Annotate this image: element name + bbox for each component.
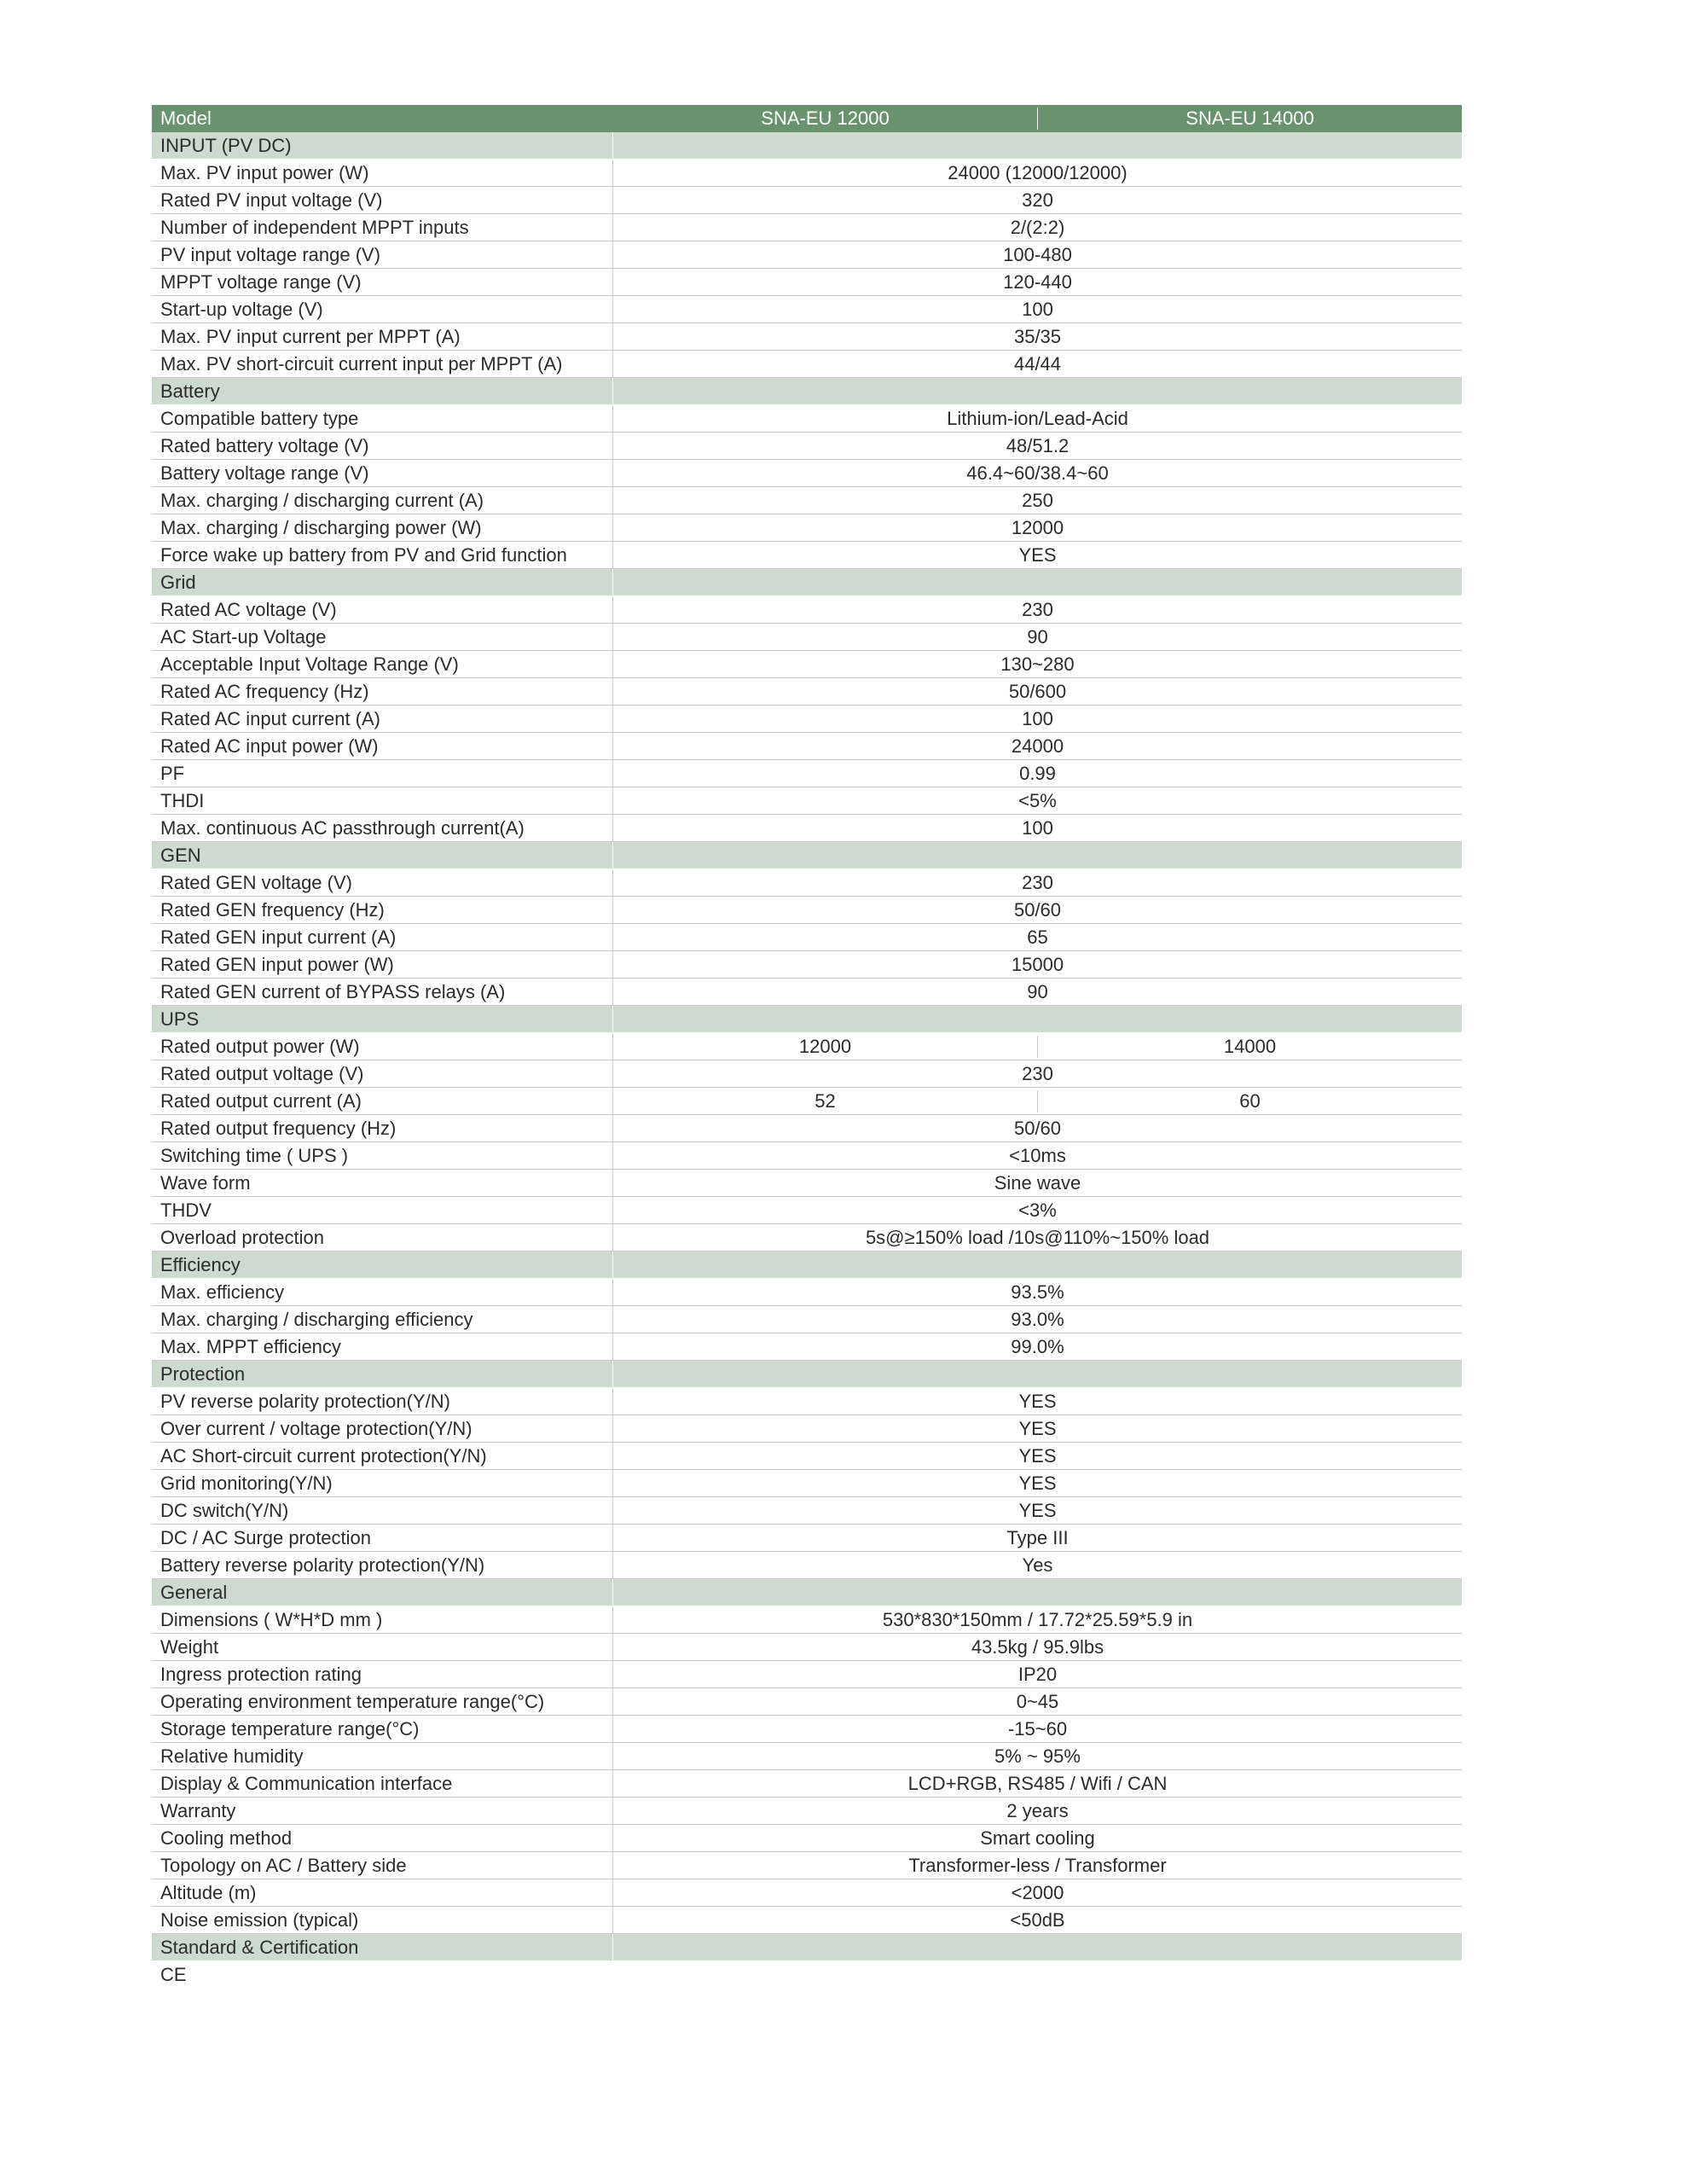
spec-row — [152, 1606, 1462, 1634]
spec-label: Rated output voltage (V) — [152, 1060, 613, 1087]
spec-label: Compatible battery type — [152, 405, 613, 432]
spec-value: 250 — [1022, 489, 1053, 511]
spec-value: 24000 — [1011, 735, 1064, 757]
model-header-label: Model — [160, 107, 212, 129]
spec-value: 120-440 — [1003, 270, 1072, 293]
spec-row — [152, 160, 1462, 187]
spec-row — [152, 1060, 1462, 1088]
spec-value-12000: 12000 — [613, 1036, 1038, 1058]
spec-label: Rated battery voltage (V) — [152, 433, 613, 459]
model-name-12000: SNA-EU 12000 — [613, 107, 1038, 130]
section-title: UPS — [152, 1006, 613, 1032]
spec-row — [152, 1716, 1462, 1743]
spec-value: 12000 — [1011, 516, 1064, 538]
spec-row — [152, 514, 1462, 542]
section-header-row — [152, 1361, 1462, 1388]
spec-value: 46.4~60/38.4~60 — [966, 462, 1109, 484]
spec-row — [152, 405, 1462, 433]
spec-label: Battery voltage range (V) — [152, 460, 613, 486]
spec-label: Rated AC frequency (Hz) — [152, 678, 613, 705]
spec-value: 93.5% — [1011, 1281, 1064, 1303]
spec-value: 230 — [1022, 1062, 1053, 1084]
spec-row — [152, 351, 1462, 378]
spec-label: PV input voltage range (V) — [152, 241, 613, 268]
spec-value: Smart cooling — [980, 1827, 1095, 1849]
spec-label: THDI — [152, 787, 613, 814]
spec-value: 5s@≥150% load /10s@110%~150% load — [865, 1226, 1210, 1248]
section-spacer — [613, 1361, 1462, 1387]
section-spacer — [613, 1252, 1462, 1278]
spec-table — [152, 105, 1462, 1989]
spec-value: LCD+RGB, RS485 / Wifi / CAN — [907, 1772, 1168, 1794]
section-title: Battery — [152, 378, 613, 404]
spec-value-12000: 52 — [613, 1090, 1038, 1112]
section-spacer — [613, 378, 1462, 404]
spec-value: <10ms — [1009, 1144, 1066, 1166]
spec-label: Ingress protection rating — [152, 1661, 613, 1687]
spec-row — [152, 214, 1462, 241]
spec-row — [152, 1688, 1462, 1716]
spec-label: DC switch(Y/N) — [152, 1497, 613, 1524]
spec-row — [152, 951, 1462, 979]
spec-value: <5% — [1018, 789, 1057, 811]
spec-value: 130~280 — [1000, 653, 1075, 675]
spec-row — [152, 1661, 1462, 1688]
spec-label: Rated GEN current of BYPASS relays (A) — [152, 979, 613, 1005]
spec-label: Grid monitoring(Y/N) — [152, 1470, 613, 1496]
spec-label: Rated GEN input current (A) — [152, 924, 613, 950]
section-spacer — [613, 1006, 1462, 1032]
spec-row — [152, 1388, 1462, 1415]
spec-value: Yes — [1022, 1554, 1053, 1576]
spec-value: 90 — [1027, 625, 1048, 648]
spec-row — [152, 269, 1462, 296]
section-header-row — [152, 132, 1462, 160]
spec-value: 2 years — [1006, 1799, 1069, 1821]
spec-value: 48/51.2 — [1006, 434, 1070, 456]
spec-row — [152, 678, 1462, 706]
spec-row — [152, 1470, 1462, 1497]
spec-value: 99.0% — [1011, 1335, 1064, 1357]
spec-label: Wave form — [152, 1170, 613, 1196]
spec-row — [152, 1770, 1462, 1798]
spec-value: 44/44 — [1013, 352, 1062, 375]
spec-split-values — [613, 1088, 1462, 1114]
spec-value: 230 — [1022, 871, 1053, 893]
spec-label: Storage temperature range(°C) — [152, 1716, 613, 1742]
spec-value: Sine wave — [994, 1171, 1081, 1194]
spec-label: Max. PV input power (W) — [152, 160, 613, 186]
spec-label: Warranty — [152, 1798, 613, 1824]
spec-row — [152, 1634, 1462, 1661]
spec-label: Operating environment temperature range(°C) — [152, 1688, 613, 1715]
spec-label: Weight — [152, 1634, 613, 1660]
spec-label: MPPT voltage range (V) — [152, 269, 613, 295]
spec-row — [152, 733, 1462, 760]
spec-row — [152, 596, 1462, 624]
certification-row — [152, 1961, 1462, 1989]
spec-value: 100 — [1022, 707, 1053, 729]
spec-value: 93.0% — [1011, 1308, 1064, 1330]
spec-label: Rated GEN input power (W) — [152, 951, 613, 978]
spec-row — [152, 1525, 1462, 1552]
spec-row-split — [152, 1088, 1462, 1115]
spec-value: 100-480 — [1003, 243, 1072, 265]
spec-row — [152, 1142, 1462, 1170]
spec-label: Rated output current (A) — [152, 1088, 613, 1114]
spec-label: Rated AC input power (W) — [152, 733, 613, 759]
spec-label: Rated PV input voltage (V) — [152, 187, 613, 213]
spec-label: Max. charging / discharging power (W) — [152, 514, 613, 541]
spec-value: YES — [1018, 1444, 1057, 1467]
spec-value: 320 — [1022, 189, 1053, 211]
spec-value: 65 — [1027, 926, 1048, 948]
spec-value: 90 — [1027, 980, 1048, 1002]
spec-label: Max. charging / discharging efficiency — [152, 1306, 613, 1333]
spec-row — [152, 1798, 1462, 1825]
spec-value: 50/600 — [1008, 680, 1067, 702]
spec-row — [152, 1333, 1462, 1361]
spec-value: 0.99 — [1019, 762, 1056, 784]
spec-label: Max. MPPT efficiency — [152, 1333, 613, 1360]
spec-row — [152, 924, 1462, 951]
spec-value: <50dB — [1010, 1908, 1065, 1931]
spec-label: Rated AC voltage (V) — [152, 596, 613, 623]
spec-value: -15~60 — [1007, 1717, 1068, 1740]
spec-row — [152, 1497, 1462, 1525]
spec-row — [152, 1443, 1462, 1470]
spec-label: Battery reverse polarity protection(Y/N) — [152, 1552, 613, 1578]
spec-row — [152, 1115, 1462, 1142]
spec-row — [152, 787, 1462, 815]
spec-label: Force wake up battery from PV and Grid function — [152, 542, 613, 568]
spec-label: Start-up voltage (V) — [152, 296, 613, 322]
model-header-row — [152, 105, 1462, 132]
spec-row — [152, 241, 1462, 269]
spec-label: Altitude (m) — [152, 1879, 613, 1906]
spec-label: Dimensions ( W*H*D mm ) — [152, 1606, 613, 1633]
spec-row — [152, 815, 1462, 842]
spec-row — [152, 1415, 1462, 1443]
spec-row — [152, 1852, 1462, 1879]
spec-value: YES — [1018, 1390, 1057, 1412]
section-title: INPUT (PV DC) — [152, 132, 613, 159]
section-header-row — [152, 842, 1462, 869]
spec-row — [152, 1743, 1462, 1770]
section-header-row — [152, 1934, 1462, 1961]
spec-label: PF — [152, 760, 613, 787]
section-header-row — [152, 1579, 1462, 1606]
spec-value: 230 — [1022, 598, 1053, 620]
spec-label: Relative humidity — [152, 1743, 613, 1769]
spec-label: AC Start-up Voltage — [152, 624, 613, 650]
spec-value: 15000 — [1011, 953, 1064, 975]
spec-row — [152, 979, 1462, 1006]
spec-row — [152, 296, 1462, 323]
spec-label: Rated GEN frequency (Hz) — [152, 897, 613, 923]
spec-value: IP20 — [1017, 1663, 1058, 1685]
spec-label: Overload protection — [152, 1224, 613, 1251]
spec-value: YES — [1018, 1499, 1057, 1521]
spec-row — [152, 1879, 1462, 1907]
spec-value-14000: 14000 — [1223, 1035, 1277, 1057]
spec-label: Rated output power (W) — [152, 1033, 613, 1060]
spec-label: Max. PV short-circuit current input per MPPT (A) — [152, 351, 613, 377]
spec-value: 2/(2:2) — [1010, 216, 1065, 238]
spec-row — [152, 1224, 1462, 1252]
certification-label: CE — [160, 1964, 187, 1985]
spec-value: 100 — [1022, 298, 1053, 320]
spec-row — [152, 1170, 1462, 1197]
spec-value: 530*830*150mm / 17.72*25.59*5.9 in — [882, 1608, 1193, 1630]
spec-label: Over current / voltage protection(Y/N) — [152, 1415, 613, 1442]
section-spacer — [613, 1934, 1462, 1960]
spec-label: Rated output frequency (Hz) — [152, 1115, 613, 1141]
spec-row — [152, 323, 1462, 351]
spec-row — [152, 869, 1462, 897]
spec-label: Topology on AC / Battery side — [152, 1852, 613, 1879]
spec-value: 35/35 — [1013, 325, 1062, 347]
spec-row — [152, 460, 1462, 487]
spec-value: 50/60 — [1013, 898, 1062, 921]
spec-label: Display & Communication interface — [152, 1770, 613, 1797]
spec-value: 5% ~ 95% — [994, 1745, 1081, 1767]
spec-value: YES — [1018, 1472, 1057, 1494]
spec-value: 50/60 — [1013, 1117, 1062, 1139]
spec-row — [152, 897, 1462, 924]
spec-row — [152, 1552, 1462, 1579]
spec-label: AC Short-circuit current protection(Y/N) — [152, 1443, 613, 1469]
section-title: Grid — [152, 569, 613, 595]
spec-row — [152, 1907, 1462, 1934]
spec-value: <2000 — [1011, 1881, 1064, 1903]
section-spacer — [613, 842, 1462, 868]
model-name-14000: SNA-EU 14000 — [1186, 107, 1314, 129]
spec-label: Cooling method — [152, 1825, 613, 1851]
spec-value: Transformer-less / Transformer — [908, 1854, 1167, 1876]
section-title: Protection — [152, 1361, 613, 1387]
spec-label: Rated GEN voltage (V) — [152, 869, 613, 896]
section-title: General — [152, 1579, 613, 1606]
spec-value: YES — [1018, 1417, 1057, 1439]
spec-value: 43.5kg / 95.9lbs — [971, 1635, 1104, 1658]
spec-value: <3% — [1018, 1199, 1057, 1221]
spec-row — [152, 1197, 1462, 1224]
spec-row — [152, 624, 1462, 651]
section-spacer — [613, 569, 1462, 595]
section-header-row — [152, 1252, 1462, 1279]
spec-split-values — [613, 1033, 1462, 1060]
spec-label: Max. PV input current per MPPT (A) — [152, 323, 613, 350]
spec-label: Max. efficiency — [152, 1279, 613, 1305]
spec-value: 24000 (12000/12000) — [948, 161, 1128, 183]
section-spacer — [613, 1579, 1462, 1606]
spec-value: 0~45 — [1016, 1690, 1059, 1712]
spec-value: 100 — [1022, 816, 1053, 839]
section-title: Efficiency — [152, 1252, 613, 1278]
spec-label: Number of independent MPPT inputs — [152, 214, 613, 241]
spec-rows — [152, 132, 1462, 1989]
spec-row-split — [152, 1033, 1462, 1060]
section-header-row — [152, 1006, 1462, 1033]
section-header-row — [152, 378, 1462, 405]
section-header-row — [152, 569, 1462, 596]
spec-label: Noise emission (typical) — [152, 1907, 613, 1933]
spec-row — [152, 542, 1462, 569]
spec-value: Type III — [1006, 1526, 1069, 1548]
spec-label: Rated AC input current (A) — [152, 706, 613, 732]
spec-label: PV reverse polarity protection(Y/N) — [152, 1388, 613, 1414]
spec-row — [152, 651, 1462, 678]
spec-label: Switching time ( UPS ) — [152, 1142, 613, 1169]
section-title: GEN — [152, 842, 613, 868]
spec-value: YES — [1018, 543, 1057, 566]
section-spacer — [613, 132, 1462, 159]
spec-value-14000: 60 — [1239, 1089, 1261, 1112]
spec-label: THDV — [152, 1197, 613, 1223]
section-title: Standard & Certification — [152, 1934, 613, 1960]
model-names — [613, 105, 1462, 132]
spec-label: Max. charging / discharging current (A) — [152, 487, 613, 514]
spec-row — [152, 487, 1462, 514]
spec-value: Lithium-ion/Lead-Acid — [947, 407, 1128, 429]
spec-row — [152, 187, 1462, 214]
spec-row — [152, 433, 1462, 460]
spec-label: DC / AC Surge protection — [152, 1525, 613, 1551]
spec-label: Max. continuous AC passthrough current(A) — [152, 815, 613, 841]
spec-label: Acceptable Input Voltage Range (V) — [152, 651, 613, 677]
spec-row — [152, 1279, 1462, 1306]
spec-row — [152, 760, 1462, 787]
spec-row — [152, 706, 1462, 733]
spec-row — [152, 1825, 1462, 1852]
spec-row — [152, 1306, 1462, 1333]
